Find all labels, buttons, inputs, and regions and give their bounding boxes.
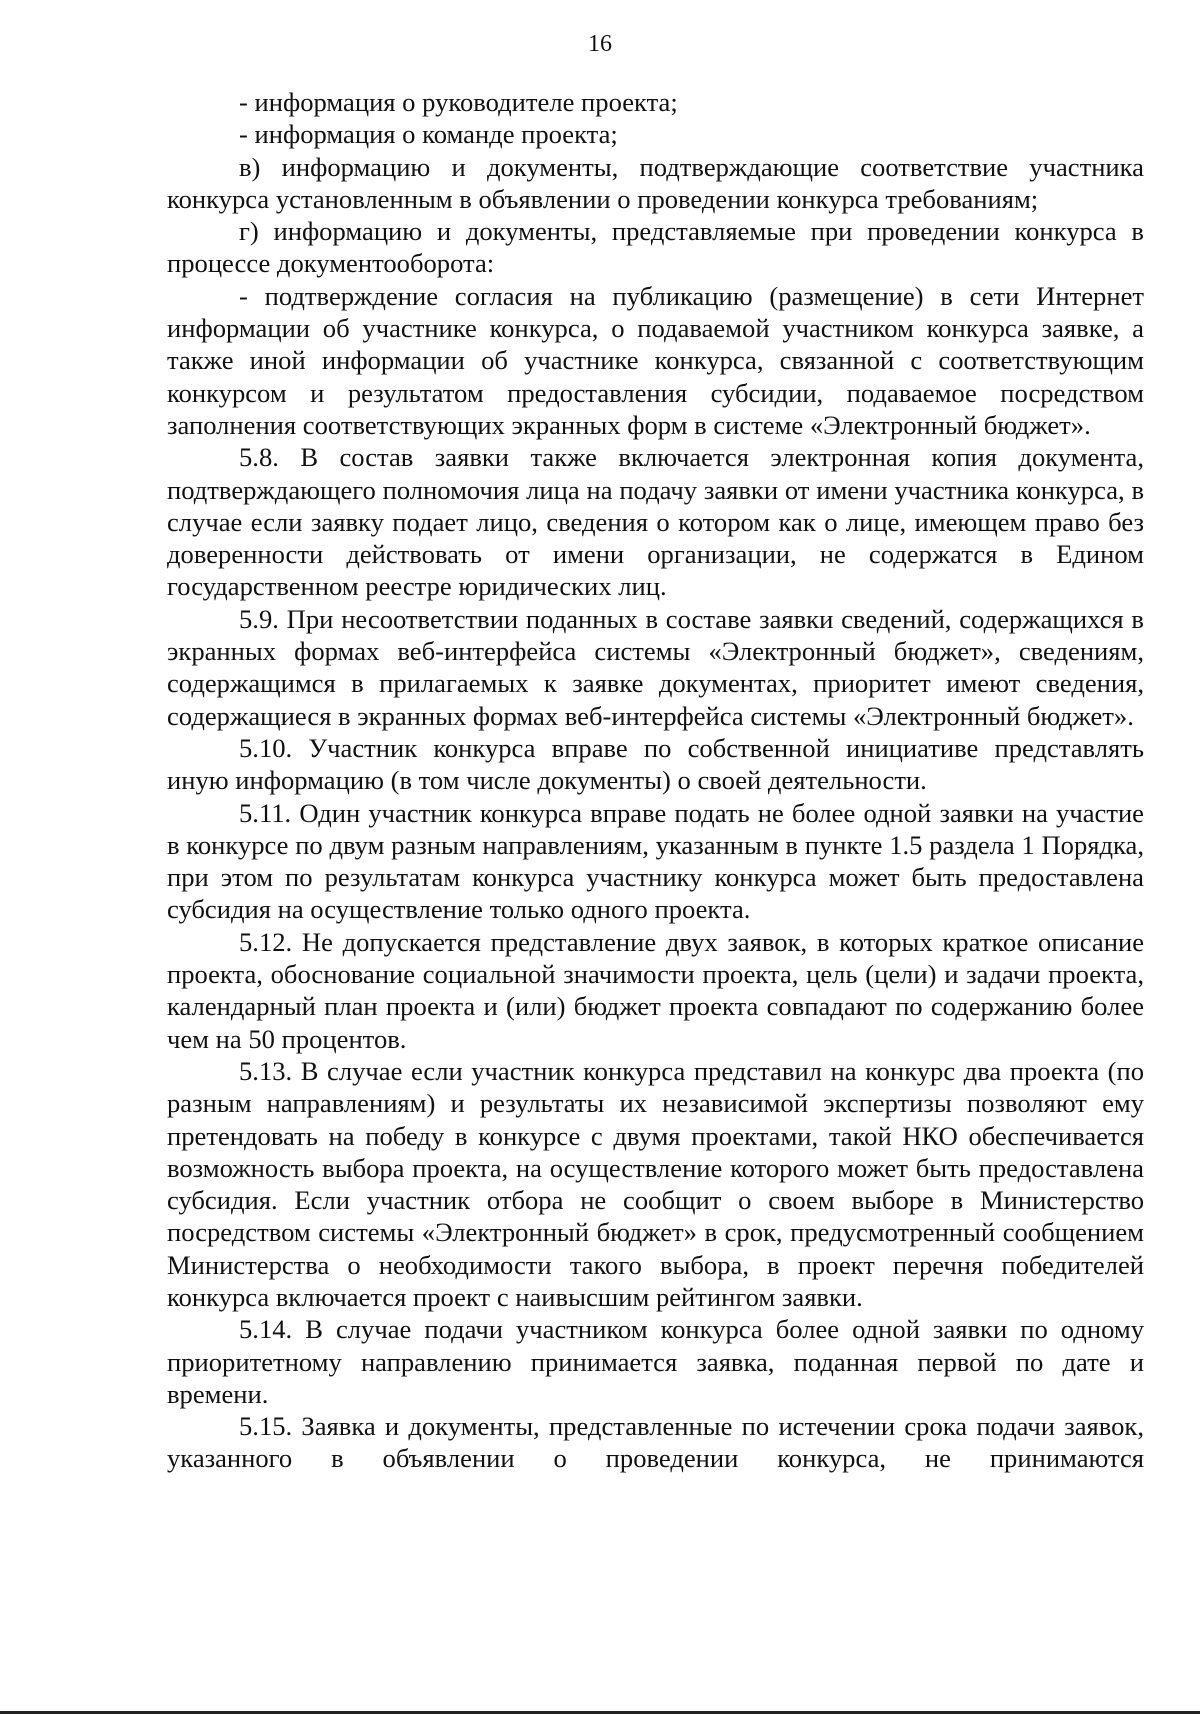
paragraph-publication-consent: - подтверждение согласия на публикацию (размещение) в сети Интернет информации об участнике конкурса, о подаваемой участником конкурса заявке, а также иной информации об участнике конкурса, связанной с соответствующим конкурсом и результатом предоставления субсидии, подаваемое посредством заполнения соответствующих экранных форм в системе «Электронный бюджет». [167,280,1144,440]
paragraph-project-leader-info: - информация о руководителе проекта; [239,87,678,117]
paragraph-5-13: 5.13. В случае если участник конкурса представил на конкурс два проекта (по разным направлениям) и результаты их независимой экспертизы позволяют ему претендовать на победу в конкурсе с двумя проектами, такой НКО обеспечивается возможность выбора проекта, на осуществление которого может быть предоставлена субсидия. Если участник отбора не сообщит о своем выборе в Министерство посредством системы «Электронный бюджет» в срок, предусмотренный сообщением Министерства о необходимости такого выбора, в проект перечня победителей конкурса включается проект с наивысшим рейтингом заявки. [167,1055,1144,1312]
paragraph-5-9: 5.9. При несоответствии поданных в составе заявки сведений, содержащихся в экранных формах веб-интерфейса системы «Электронный бюджет», сведениям, содержащимся в прилагаемых к заявке документах, приоритет имеют сведения, содержащиеся в экранных формах веб-интерфейса системы «Электронный бюджет». [167,603,1144,731]
paragraph-5-8: 5.8. В состав заявки также включается электронная копия документа, подтверждающего полномочия лица на подачу заявки от имени участника конкурса, в случае если заявку подает лицо, сведения о котором как о лице, имеющем право без доверенности действовать от имени организации, не содержатся в Едином государственном реестре юридических лиц. [167,442,1144,602]
paragraph-5-14: 5.14. В случае подачи участником конкурса более одной заявки по одному приоритетному направлению принимается заявка, поданная первой по дате и времени. [167,1314,1144,1409]
paragraph-5-15: 5.15. Заявка и документы, представленные по истечении срока подачи заявок, указанного в объявлении о проведении конкурса, не принимаются [167,1411,1144,1474]
paragraph-5-12: 5.12. Не допускается представление двух заявок, в которых краткое описание проекта, обоснование социальной значимости проекта, цель (цели) и задачи проекта, календарный план проекта и (или) бюджет проекта совпадают по содержанию более чем на 50 процентов. [167,926,1144,1054]
paragraph-project-team-info: - информация о команде проекта; [239,119,618,150]
paragraph-5-10: 5.10. Участник конкурса вправе по собственной инициативе представлять иную информацию (в том числе документы) о своей деятельности. [167,732,1144,796]
paragraph-item-g: г) информацию и документы, представляемые при проведении конкурса в процессе документооборота: [167,216,1144,279]
paragraph-5-11: 5.11. Один участник конкурса вправе подать не более одной заявки на участие в конкурсе по двум разным направлениям, указанным в пункте 1.5 раздела 1 Порядка, при этом по результатам конкурса участнику конкурса может быть предоставлена субсидия на осуществление только одного проекта. [167,797,1144,925]
paragraph-item-v: в) информацию и документы, подтверждающие соответствие участника конкурса установленным в объявлении о проведении конкурса требованиям; [167,151,1144,214]
page-number: 16 [588,31,612,57]
page-body [167,86,1144,1475]
